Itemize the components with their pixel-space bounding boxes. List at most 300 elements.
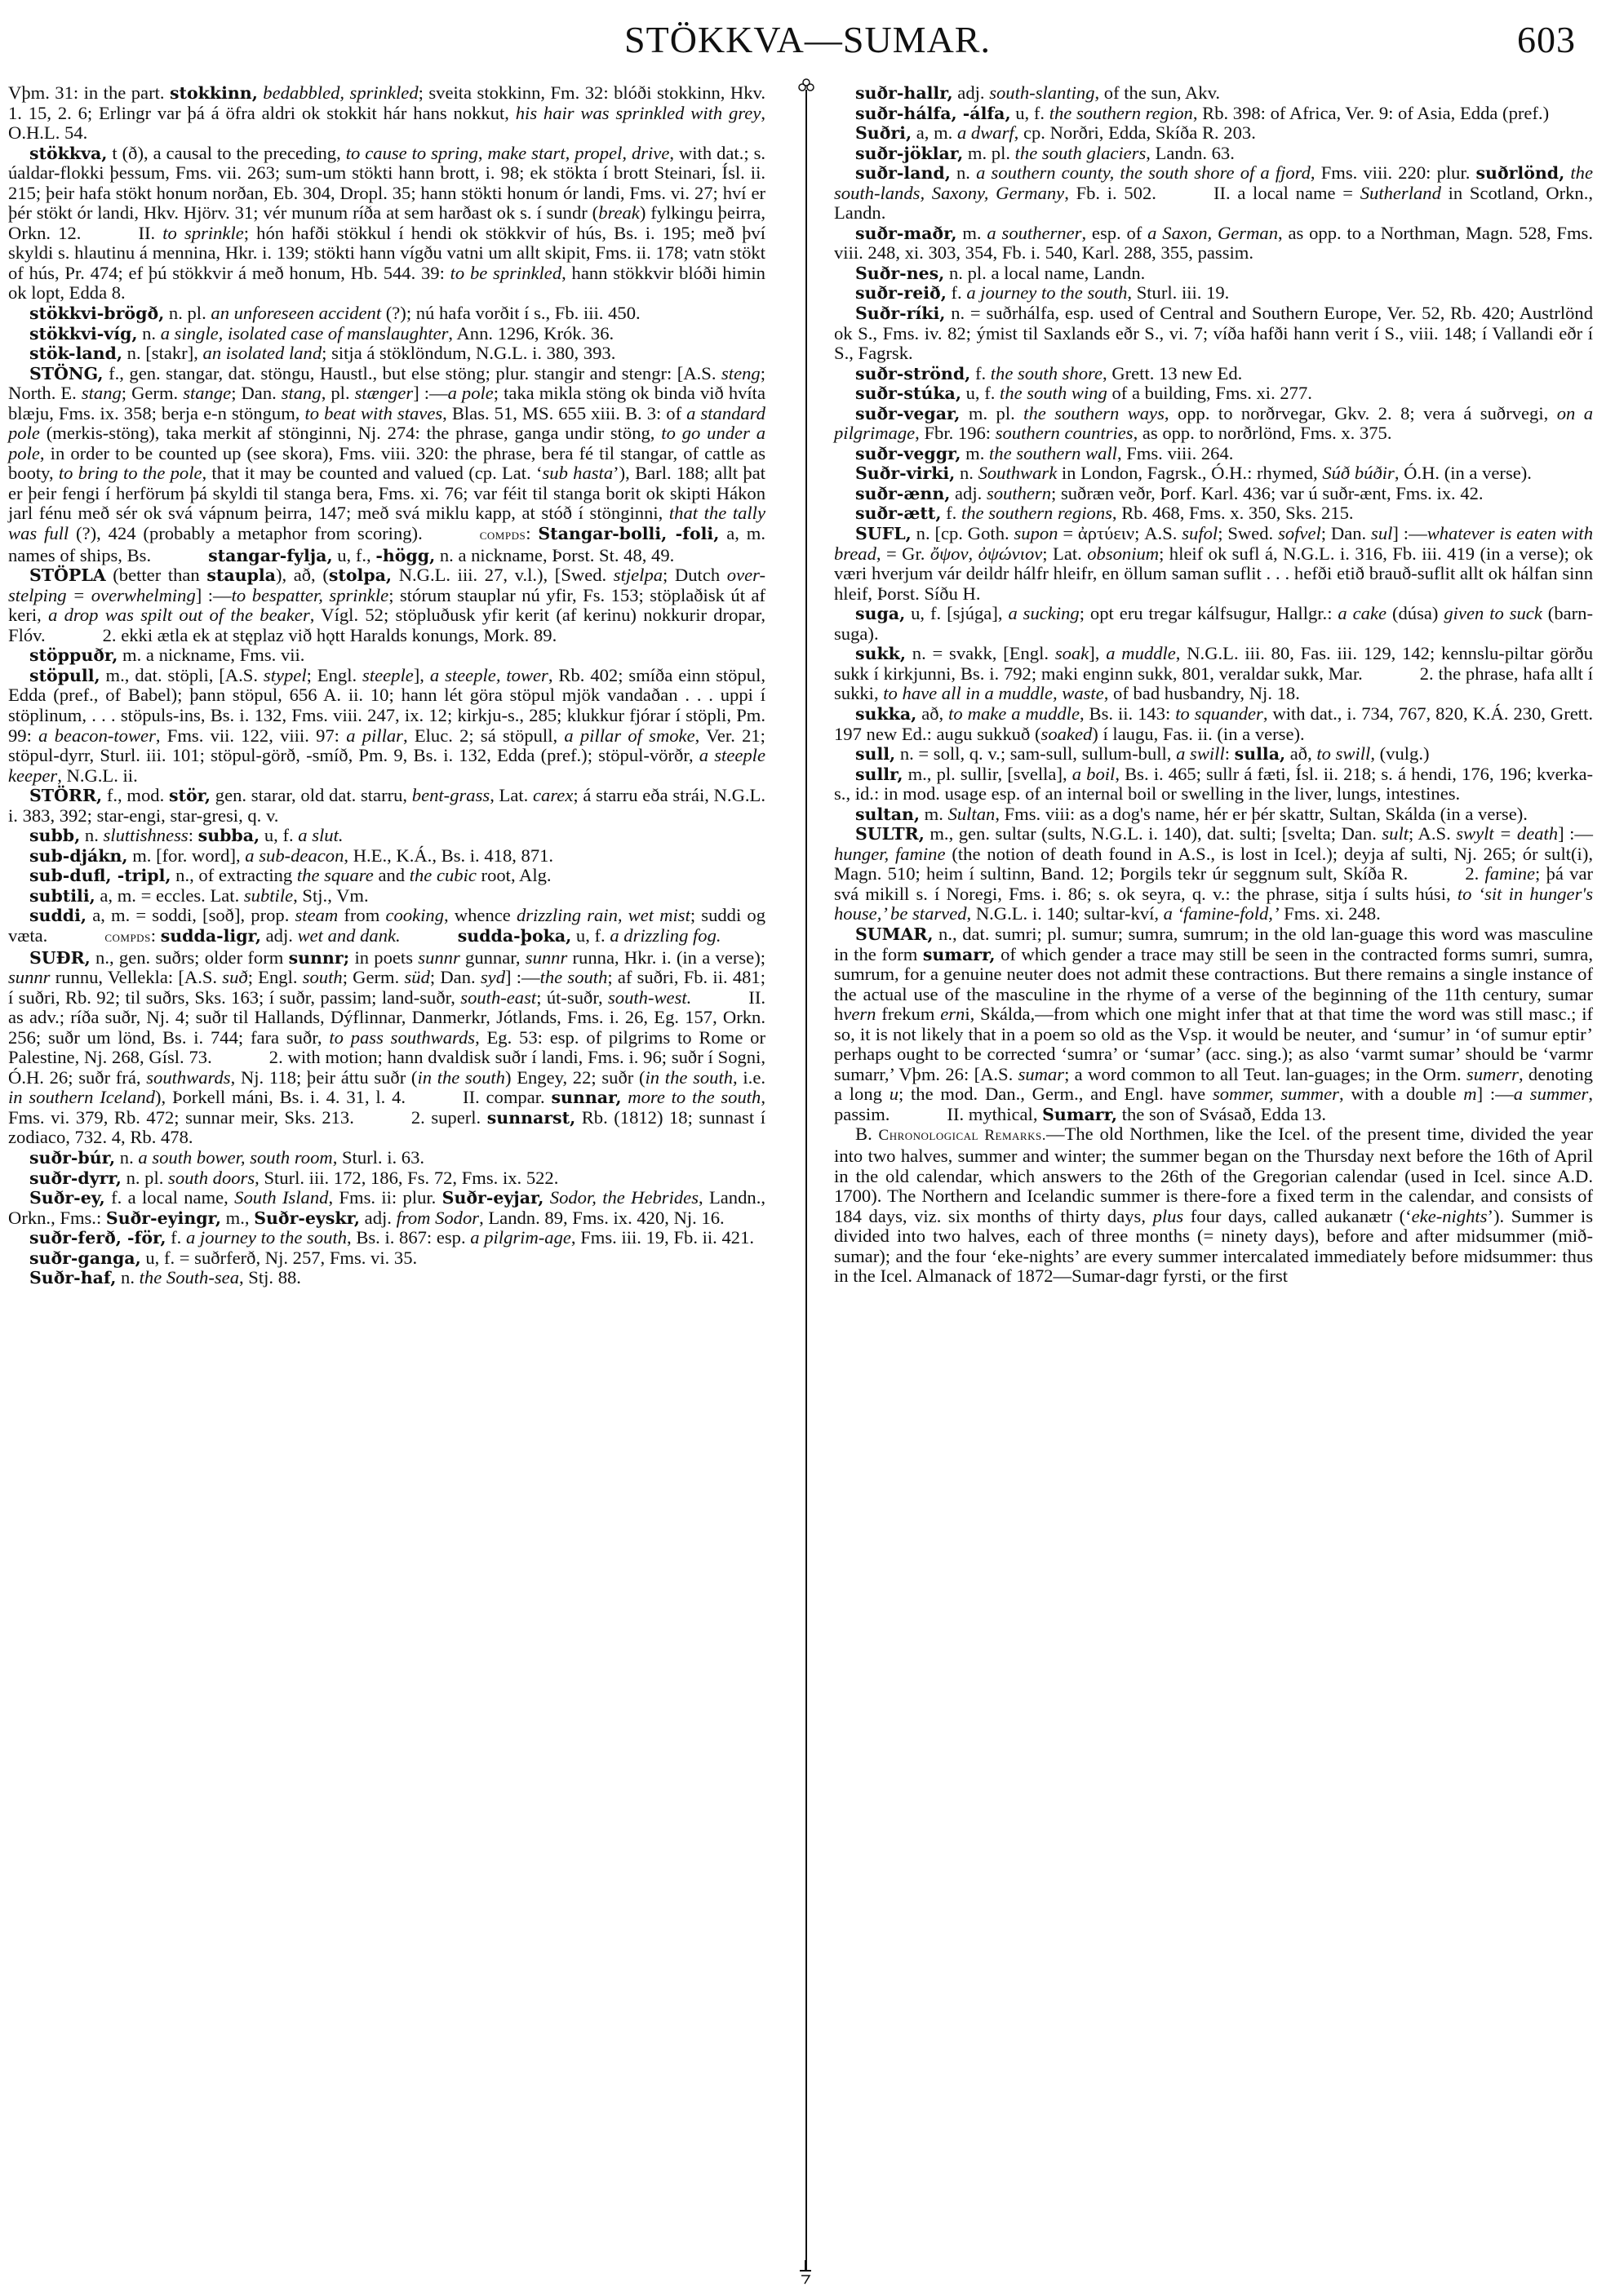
entry-text: adj. bbox=[950, 482, 987, 503]
entry-text: ], bbox=[413, 664, 430, 685]
headword: sunnarst, bbox=[486, 1107, 576, 1128]
gloss: sufol bbox=[1182, 523, 1218, 544]
entry-text: , Landn. 63. bbox=[1146, 142, 1235, 163]
headword: Suðr-eyingr, bbox=[105, 1208, 222, 1228]
entry-text: u, f. = suðrferð, Nj. 257, Fms. vi. 35. bbox=[140, 1247, 418, 1268]
entry-text: m., gen. sultar (sults, N.G.L. i. 140), dat. sulti; [svelta; Dan. bbox=[924, 823, 1382, 844]
entry-text: ] :— bbox=[1392, 523, 1427, 544]
entry-text: , Landn. 89, Fms. ix. 420, Nj. 16. bbox=[479, 1207, 725, 1228]
entry-text: f. a local name, bbox=[104, 1187, 235, 1208]
entry-text: ; út-suðr, bbox=[536, 986, 608, 1008]
dictionary-entry bbox=[8, 1188, 765, 1228]
entry-text: ; a word common to all Teut. lan-guages; in the Orm. bbox=[1064, 1063, 1466, 1084]
headword: stökkvi-víg, bbox=[29, 323, 138, 344]
gloss: a boil bbox=[1071, 763, 1116, 784]
entry-text: II. bbox=[138, 222, 163, 243]
entry-text: , Ann. 1296, Krók. 36. bbox=[448, 322, 614, 344]
entry-text: frekum bbox=[876, 1004, 941, 1025]
headword: Suðr-nes, bbox=[855, 263, 945, 283]
entry-text: ) í laugu, Fas. ii. (in a verse). bbox=[1092, 723, 1305, 744]
gloss: more to the south bbox=[628, 1087, 761, 1108]
headword: sumarr, bbox=[922, 944, 996, 964]
headword: suðr-maðr, bbox=[855, 223, 957, 243]
entry-text: ; þá var svá mikill s. í Noregi, Fms. i. 86; s. ok seyra, q. v.: the phrase, sitja í sults húsi, bbox=[834, 863, 1593, 904]
gloss: Sodor, the Hebrides bbox=[549, 1187, 699, 1208]
gloss: a muddle bbox=[1106, 643, 1176, 664]
gloss: the South-sea bbox=[139, 1267, 239, 1288]
entry-text: , Nj. 118; þeir áttu suðr ( bbox=[230, 1066, 418, 1088]
entry-text: f. bbox=[946, 282, 967, 304]
entry-text: , whence bbox=[444, 905, 517, 926]
gloss: a steeple keeper bbox=[8, 745, 765, 786]
dictionary-entry bbox=[8, 846, 765, 867]
gloss: the square bbox=[296, 865, 374, 886]
headword: SUMAR, bbox=[855, 924, 934, 944]
entry-text: m. pl. bbox=[963, 142, 1015, 163]
entry-text: ; Lat. bbox=[1042, 543, 1088, 564]
gloss: a southerner bbox=[987, 222, 1082, 243]
headword: sultan, bbox=[855, 804, 921, 824]
headword: sulla, bbox=[1234, 744, 1286, 765]
entry-text: a, m. names of ships, Bs. bbox=[8, 523, 765, 565]
gloss: sumar bbox=[1018, 1063, 1065, 1084]
gloss: Sultan bbox=[947, 803, 996, 824]
entry-text: , N.G.L. iii. 80, Fas. iii. 129, 142; kennslu-piltar görðu sukk í kirkjunni, Bs. i. 792; maki enginn sukk, 801, veraldar sukk, Mar. bbox=[834, 643, 1594, 684]
entry-text: 2. superl. bbox=[410, 1106, 487, 1128]
entry-text: : bbox=[1224, 743, 1235, 765]
small-caps-label: compds bbox=[104, 928, 151, 946]
headword: suðr-dyrr, bbox=[29, 1168, 122, 1188]
gloss: to bespatter, sprinkle bbox=[231, 584, 389, 605]
gloss: in southern Iceland bbox=[8, 1087, 155, 1108]
entry-text: adj. bbox=[360, 1207, 397, 1228]
dictionary-entry bbox=[834, 744, 1593, 765]
headword: Suðr-virki, bbox=[855, 463, 956, 484]
gloss: the southern regions bbox=[961, 503, 1112, 524]
entry-text: m. bbox=[920, 803, 948, 824]
headword: suga, bbox=[855, 604, 906, 624]
entry-text: að, bbox=[916, 703, 949, 724]
entry-text: n., gen. suðrs; older form bbox=[90, 946, 289, 968]
headword: stolpa, bbox=[328, 565, 393, 586]
gloss: steeple bbox=[362, 664, 414, 685]
headword: SUÐR, bbox=[29, 947, 91, 968]
gloss: sluttishness bbox=[103, 825, 189, 846]
entry-text: , = Gr. bbox=[876, 543, 930, 564]
headword: suðr-jöklar, bbox=[855, 143, 964, 163]
dictionary-entry bbox=[8, 1168, 765, 1189]
gloss: stjelpa bbox=[613, 565, 663, 586]
entry-text: , Fbr. 196: bbox=[915, 423, 996, 444]
dictionary-entry bbox=[8, 886, 765, 906]
gloss: eke-nights bbox=[1411, 1205, 1488, 1226]
headword: sub-djákn, bbox=[29, 845, 128, 866]
entry-text: N.G.L. iii. 27, v.l.), [Swed. bbox=[392, 565, 614, 586]
dictionary-entry bbox=[8, 826, 765, 846]
entry-text: n. pl. bbox=[164, 303, 211, 324]
entry-text: , Bs. i. 867: esp. bbox=[347, 1227, 471, 1248]
entry-text: , N.G.L. i. 140; sultar-kví, bbox=[966, 903, 1164, 924]
entry-text: , i.e. bbox=[733, 1066, 765, 1088]
headword: subb, bbox=[29, 826, 81, 846]
gloss: wet and dank. bbox=[297, 924, 401, 946]
entry-text: , bbox=[477, 142, 488, 163]
gloss: ὄψον, ὀψώνιον bbox=[930, 543, 1043, 564]
gloss: a ‘famine-fold,’ bbox=[1163, 903, 1280, 924]
gloss: steng bbox=[721, 362, 761, 383]
entry-text: a, m. bbox=[912, 122, 957, 144]
entry-text: II. a local name = bbox=[1213, 182, 1360, 203]
entry-text: ; the mod. Dan., Germ., and Engl. have bbox=[898, 1084, 1213, 1105]
dictionary-entry bbox=[834, 123, 1593, 144]
gloss: drizzling rain, wet mist bbox=[516, 905, 690, 926]
entry-text: and bbox=[373, 865, 410, 886]
dictionary-entry bbox=[8, 364, 765, 565]
gloss: a cake bbox=[1338, 603, 1387, 624]
entry-text: ; á starru eða strái, N.G.L. i. 383, 392; star-engi, star-gresi, q. v. bbox=[8, 785, 765, 826]
gloss: ern bbox=[940, 1004, 965, 1025]
gloss: South Island bbox=[234, 1187, 329, 1208]
dictionary-entry bbox=[834, 404, 1593, 444]
entry-text: u, f. bbox=[1010, 102, 1049, 123]
entry-text: ), Þorkell máni, Bs. i. 4. 31, l. 4. bbox=[154, 1087, 406, 1108]
entry-text: , Blas. 51, MS. 655 xiii. B. 3: of bbox=[442, 402, 687, 423]
headword: stökkva, bbox=[29, 143, 108, 163]
entry-text: f. bbox=[166, 1227, 186, 1248]
headword: stangar-fylja, bbox=[208, 545, 333, 565]
entry-text: adj. bbox=[952, 82, 990, 103]
headword: suðr-veggr, bbox=[855, 443, 961, 463]
entry-text: (?), 424 (probably a metaphor from scoring). bbox=[69, 523, 423, 544]
headword: stör, bbox=[168, 786, 211, 806]
entry-text: , Vígl. 52; stöpluðusk yfir kerit (af kerinu) nokkurir dropar, Flóv. bbox=[8, 605, 765, 645]
entry-text: t (ð), a causal to the preceding, bbox=[107, 142, 346, 163]
entry-text: ; stórum stauplar nú yfir, Fs. 153; stöplaðisk út af keri, bbox=[8, 584, 766, 626]
headword: suðr-reið, bbox=[855, 283, 947, 304]
entry-text: , Rb. 398: of Africa, Ver. 9: of Asia, Edda (pref.) bbox=[1192, 102, 1550, 123]
entry-text: ; suddi og væta. bbox=[8, 905, 765, 946]
gloss: to go under a pole bbox=[8, 423, 765, 463]
gloss: swylt = death bbox=[1456, 823, 1559, 844]
entry-text: , Ver. 21; stöpul-dyrr, Sturl. iii. 101; stöpul-görð, -smíð, Pm. 9, Bs. i. 132, Edda (pref.); stöpul-vörðr, bbox=[8, 725, 765, 766]
dictionary-entry bbox=[834, 83, 1593, 104]
entry-text: ] :— bbox=[505, 967, 540, 988]
running-head bbox=[0, 18, 1615, 67]
entry-text: , Eluc. 2; sá stöpull, bbox=[402, 725, 565, 746]
gloss: south doors bbox=[168, 1167, 255, 1188]
headword: stöpull, bbox=[29, 665, 100, 685]
entry-text: f., gen. stangar, dat. stöngu, Haustl., but else stöng; plur. stangir and stengr: [A.S. bbox=[103, 362, 722, 383]
entry-text: runnu, Vellekla: [A.S. bbox=[50, 967, 223, 988]
entry-text: n., of extracting bbox=[171, 865, 297, 886]
gloss: south bbox=[302, 967, 343, 988]
headword: SUFL, bbox=[855, 524, 912, 544]
entry-text: ; Germ. bbox=[342, 967, 405, 988]
gloss: a drizzling fog. bbox=[610, 924, 721, 946]
dictionary-entry bbox=[8, 666, 765, 786]
entry-text: ’), Barl. 188; allt þat er þeir fengi í herförum þá skyldi til stanga bera, Fms. xi. 76; var féit til stanga borit ok skipti Hákon jarl fénu með sér ok svá vápnum þeirra, 147; með svá miklu kapp, at stóð í stönginni, bbox=[8, 463, 766, 524]
entry-text: ; sveita stokkinn, Fm. 32: blóði stokkinn, Hkv. 1. 15, 2. 6; Erlingr var þá á öfra aldri ok stokkit hár hans nokkut, bbox=[8, 82, 766, 123]
gloss: stang bbox=[81, 383, 122, 404]
entry-text: , as opp. to a Northman, Magn. 528, Fms. viii. 248, xi. 303, 354, Fb. i. 540, Karl. 288, 355, passim. bbox=[834, 222, 1593, 264]
gloss: Súð búðir bbox=[1322, 463, 1395, 484]
entry-text: , as opp. to norðrlönd, Fms. x. 375. bbox=[1133, 423, 1392, 444]
gloss: a pillar of smoke bbox=[564, 725, 695, 746]
entry-text: ; opt eru tregar kálfsugur, Hallgr.: bbox=[1079, 603, 1338, 624]
gloss: the south shore bbox=[990, 362, 1103, 383]
entry-text: a, m. = eccles. Lat. bbox=[95, 884, 244, 906]
gloss: the southern wall bbox=[989, 442, 1117, 463]
gloss: m bbox=[1463, 1084, 1477, 1105]
entry-text: f. bbox=[970, 362, 991, 383]
entry-text: in poets bbox=[349, 946, 419, 968]
entry-text: , Sturl. i. 63. bbox=[332, 1146, 425, 1168]
entry-text: , Sturl. iii. 19. bbox=[1127, 282, 1230, 304]
entry-text: runna, Hkr. i. (in a verse); bbox=[567, 946, 766, 968]
entry-text: ; A.S. bbox=[1409, 823, 1457, 844]
gloss: u bbox=[889, 1084, 898, 1105]
gloss: famine bbox=[1484, 863, 1536, 884]
dictionary-entry bbox=[834, 364, 1593, 384]
headword: suðr-land, bbox=[855, 163, 951, 184]
entry-text: (the notion of death found in A.S., is lost in Icel.); deyja af sulti, Nj. 265; ór sult(i), Magn. 510; heim í sultinn, Band. 12; Þorgils tekr úr seggnum sult, Skíða R. bbox=[834, 843, 1593, 884]
gloss: Southwark bbox=[978, 463, 1058, 484]
gloss: a pole bbox=[447, 383, 494, 404]
dictionary-entry bbox=[834, 503, 1593, 524]
headword: suðr-strönd, bbox=[855, 363, 971, 383]
entry-text: adj. bbox=[261, 924, 298, 946]
entry-text: a, m. = soddi, [soð], prop. bbox=[87, 905, 295, 926]
dictionary-entry bbox=[834, 604, 1593, 644]
entry-text: að, bbox=[1285, 743, 1317, 765]
gloss: an unforeseen accident bbox=[211, 303, 382, 324]
entry-text: ; suðræn veðr, Þorf. Karl. 436; var ú suðr-ænt, Fms. ix. 42. bbox=[1051, 482, 1484, 503]
gloss: in the south bbox=[645, 1066, 734, 1088]
headword: STÖPLA bbox=[29, 565, 106, 586]
entry-text: n. bbox=[955, 463, 978, 484]
gloss: an isolated land bbox=[202, 343, 322, 364]
entry-text: , passim. bbox=[834, 1084, 1594, 1124]
entry-text: in London, Fagrsk., Ó.H.: rhymed, bbox=[1057, 463, 1323, 484]
entry-text: ; hón hafði stökkul í hendi ok stökkvir of hús, Bs. i. 195; með því skyldi s. hlautinu á mennina, Hkr. i. 139; stökti hann vígðu vatni um allt skipit, Fms. ii. 178; vatn stökt of hús, Pr. 474; ef þú stökkvir á með honum, Hb. 544. 39: bbox=[8, 222, 765, 283]
dictionary-entry bbox=[834, 765, 1593, 804]
gloss: plus bbox=[1152, 1205, 1184, 1226]
entry-text: (?); nú hafa vorðit í s., Fb. iii. 450. bbox=[381, 303, 641, 324]
gloss: to beat with staves bbox=[304, 402, 443, 423]
entry-text: gen. starar, old dat. starru, bbox=[211, 785, 412, 806]
gloss: that the tally was full bbox=[8, 503, 765, 544]
dictionary-entry bbox=[8, 1268, 765, 1288]
gloss: the cubic bbox=[409, 865, 477, 886]
gloss: on a pilgrimage bbox=[834, 402, 1594, 444]
dictionary-entry bbox=[8, 304, 765, 324]
entry-text: 2. ekki ætla ek at stęplaz við hǫtt Haralds konungs, Mork. 89. bbox=[102, 624, 557, 645]
entry-text: , Fms. viii. 220: plur. bbox=[1310, 162, 1476, 184]
headword: Stangar-bolli, -foli, bbox=[538, 524, 720, 544]
gloss: southwards bbox=[146, 1066, 231, 1088]
headword: stök-land, bbox=[29, 344, 123, 364]
gloss: to pass southwards bbox=[329, 1026, 476, 1048]
entry-text: , Stj. 88. bbox=[239, 1267, 301, 1288]
page-title: STÖKKVA—SUMAR. bbox=[624, 19, 991, 60]
entry-text: four days, called aukanætr (‘ bbox=[1183, 1205, 1412, 1226]
entry-text: , with dat.; s. úaldar-flokki þessum, Fms. vii. 263; sum-um stökti hann brott, i. 98; ek stökta í brott Steinari, Ísl. ii. 215; þeir hafa stökt honum norðan, Eb. 304, Dropl. 35; hann stökti honum ór landi, Fms. vi. 27; hví er þér stökt ór landi, Hkv. Hjörv. 31; vér munum ríða at sem harðast ok s. í sundr ( bbox=[8, 142, 766, 224]
headword: stöppuðr, bbox=[29, 645, 118, 666]
dictionary-entry bbox=[834, 824, 1593, 924]
entry-text: n. [stakr], bbox=[122, 343, 203, 364]
entry-text: , Rb. 468, Fms. x. 350, Sks. 215. bbox=[1111, 503, 1354, 524]
gloss: stang bbox=[281, 383, 322, 404]
headword: Suðr-eyskr, bbox=[254, 1208, 361, 1228]
entry-text: i, Skálda,—from which one might infer that at that time the word was still masc.; if so, it is not likely that in a poem so old as the Vsp. it would be neuter, and ‘sumur’ in ‘of sumur eptir’ perhaps ought to be corrected ‘sumra’ or ‘sumar’ (acc. sing.); as also ‘varmt sumar’ should be ‘varmr sumarr,’ Vþm. 26: [A.S. bbox=[834, 1004, 1593, 1084]
headword: suðr-hallr, bbox=[855, 83, 953, 103]
gloss: to swill bbox=[1316, 743, 1371, 765]
gloss: southern bbox=[986, 482, 1052, 503]
entry-text: ; af suðri, Fb. ii. 481; í suðri, Rb. 92; til suðrs, Sks. 163; í suðr, passim; land-suðr, bbox=[8, 967, 765, 1008]
entry-text: ; sitja á stöklöndum, N.G.L. i. 380, 393. bbox=[322, 343, 616, 364]
entry-text: , denoting a long bbox=[834, 1063, 1593, 1105]
gloss: to squander bbox=[1175, 703, 1263, 724]
headword: sull, bbox=[855, 744, 896, 765]
entry-text: , Fms. iii. 19, Fb. ii. 421. bbox=[570, 1227, 755, 1248]
dictionary-entry bbox=[834, 104, 1593, 124]
gloss: sommer, summer bbox=[1212, 1084, 1339, 1105]
dictionary-entry bbox=[8, 645, 765, 666]
gloss: sub hasta bbox=[542, 463, 614, 484]
gloss: bedabbled, sprinkled bbox=[263, 82, 419, 103]
entry-text: II. as adv.; ríða suðr, Nj. 4; suðr til Hallands, Dýflinnar, Danmerkr, Jótlands, Fms. i. 26, Eg. 157, Orkn. 256; suðr um lönd, Bs. i. 744; fara suðr, bbox=[8, 986, 765, 1048]
gloss: to ‘sit in hunger's house,’ be starved bbox=[834, 883, 1593, 924]
dictionary-entry bbox=[834, 524, 1593, 604]
headword: suðr-búr, bbox=[29, 1147, 116, 1168]
gloss: the south-lands, Saxony, Germany bbox=[834, 162, 1593, 203]
gloss: south-west. bbox=[607, 986, 692, 1008]
dictionary-entry bbox=[8, 906, 765, 947]
entry-text: n. [cp. Goth. bbox=[911, 523, 1014, 544]
gloss: bent-grass bbox=[411, 785, 490, 806]
dictionary-entry bbox=[8, 786, 765, 826]
gloss: a beacon-tower bbox=[38, 725, 156, 746]
gloss: carex bbox=[533, 785, 574, 806]
headword: stökkvi-brögð, bbox=[29, 304, 165, 324]
entry-text: ; Dan. bbox=[1320, 523, 1372, 544]
headword: Suðr-eyjar, bbox=[441, 1188, 544, 1208]
entry-text: (dúsa) bbox=[1387, 603, 1444, 624]
headword: sunnr; bbox=[288, 947, 350, 968]
headword: Suðr-haf, bbox=[29, 1268, 117, 1288]
gloss: obsonium bbox=[1087, 543, 1160, 564]
column-divider bbox=[805, 96, 807, 2271]
gloss: cooking bbox=[385, 905, 444, 926]
entry-text: , Fms. ii: plur. bbox=[328, 1187, 442, 1208]
small-caps-label: compds bbox=[479, 526, 526, 544]
headword: suddi, bbox=[29, 906, 87, 926]
gloss: stænger bbox=[354, 383, 414, 404]
entry-text: ; Dan. bbox=[429, 967, 481, 988]
entry-text: : bbox=[526, 523, 539, 544]
entry-text: , Fb. i. 502. bbox=[1064, 182, 1156, 203]
headword: stokkinn, bbox=[170, 83, 258, 103]
entry-text: m., dat. stöpli, [A.S. bbox=[100, 664, 264, 685]
entry-text: ] :— bbox=[413, 383, 448, 404]
dictionary-entry bbox=[834, 644, 1593, 704]
gloss: a drop was spilt out of the beaker bbox=[48, 605, 310, 626]
headword: Suðri, bbox=[855, 123, 912, 144]
gloss: a summer bbox=[1513, 1084, 1589, 1105]
entry-text: , O.H.L. 54. bbox=[8, 102, 766, 144]
entry-text: 2. the phrase, hafa allt í sukki, bbox=[834, 663, 1593, 704]
gloss: the south glaciers bbox=[1014, 142, 1147, 163]
entry-text: from bbox=[338, 905, 386, 926]
gloss: in the south bbox=[417, 1066, 505, 1088]
dictionary-entry bbox=[8, 866, 765, 886]
entry-text: ’). Summer is divided into two halves, each of three months (= ninety days), before and after midsummer (mið-sumar); and the four ‘eke-nights’ are every summer intercalated immediately before midsummer: thus in the Icel. Almanack of 1872—Sumar-dagr fyrsti, or the first bbox=[834, 1205, 1593, 1287]
gloss: to sprinkle bbox=[162, 222, 244, 243]
entry-text: II. compar. bbox=[463, 1087, 552, 1108]
entry-text: , Fms. vii. 122, viii. 97: bbox=[155, 725, 347, 746]
gloss: stypel bbox=[263, 664, 307, 685]
entry-text: f., mod. bbox=[102, 785, 169, 806]
entry-text: , Lat. bbox=[490, 785, 534, 806]
entry-text: n. bbox=[137, 322, 161, 344]
entry-text: u, f. [sjúga], bbox=[905, 603, 1009, 624]
dictionary-entry bbox=[834, 163, 1593, 224]
dictionary-entry bbox=[834, 804, 1593, 825]
gloss: a south bower, south room bbox=[138, 1146, 333, 1168]
gloss: a sub-deacon bbox=[245, 844, 344, 866]
entry-text: , that it may be counted and valued (cp. Lat. ‘ bbox=[202, 463, 543, 484]
entry-text: n. bbox=[116, 1267, 140, 1288]
gloss: a sucking bbox=[1008, 603, 1080, 624]
gloss: a pilgrim-age bbox=[470, 1227, 571, 1248]
entry-text bbox=[544, 1187, 549, 1208]
dictionary-entry bbox=[834, 383, 1593, 404]
gloss: süd bbox=[404, 967, 430, 988]
entry-text: u, f. bbox=[260, 825, 299, 846]
dictionary-entry bbox=[834, 304, 1593, 364]
gloss: steam bbox=[295, 905, 339, 926]
gloss: a single, isolated case of manslaughter bbox=[160, 322, 449, 344]
gloss: the southern region bbox=[1049, 102, 1193, 123]
entry-text: = ἀρτύειν; A.S. bbox=[1058, 523, 1182, 544]
entry-text: of which gender a trace may still be seen in the contracted forms sumri, sumra, sumrum, for a genuine neuter does not admit these contractions. But there remains a single instance of the actual use of the masculine in the rhyme of a verse of the beginning of the 11th century, sumar h bbox=[834, 943, 1593, 1025]
entry-text: ), að, ( bbox=[275, 565, 329, 586]
gloss: to make a muddle bbox=[948, 703, 1080, 724]
gloss: soaked bbox=[1040, 723, 1093, 744]
entry-text: of a building, Fms. xi. 277. bbox=[1107, 383, 1312, 404]
gloss: a journey to the south bbox=[966, 282, 1128, 304]
entry-text: , H.E., K.Á., Bs. i. 418, 871. bbox=[344, 844, 554, 866]
headword: suðr-stúka, bbox=[855, 383, 961, 404]
dictionary-entry bbox=[834, 144, 1593, 164]
entry-text: , Sturl. iii. 172, 186, Fs. 72, Fms. ix. 522. bbox=[255, 1167, 559, 1188]
gloss: a slut. bbox=[298, 825, 344, 846]
entry-text: , Stj., Vm. bbox=[293, 884, 369, 906]
entry-text: , N.G.L. ii. bbox=[57, 765, 138, 786]
dictionary-entry bbox=[834, 704, 1593, 744]
headword: STÖRR, bbox=[29, 786, 103, 806]
entry-text: , of the sun, Akv. bbox=[1094, 82, 1221, 103]
gloss: a southern county, the south shore of a fjord bbox=[976, 162, 1311, 184]
gloss: a steeple, tower bbox=[429, 664, 548, 685]
entry-text: , Fms. viii: as a dog's name, hér er þér skattr, Sultan, Skálda (in a verse). bbox=[995, 803, 1528, 824]
gloss: to have all in a muddle, waste bbox=[883, 683, 1104, 704]
left-column bbox=[8, 83, 765, 1288]
headword: subtili, bbox=[29, 885, 95, 906]
entry-text: n. a nickname, Þorst. St. 48, 49. bbox=[435, 544, 675, 565]
headword: suðr-hálfa, -álfa, bbox=[855, 103, 1011, 123]
entry-text: II. mythical, bbox=[947, 1103, 1043, 1124]
